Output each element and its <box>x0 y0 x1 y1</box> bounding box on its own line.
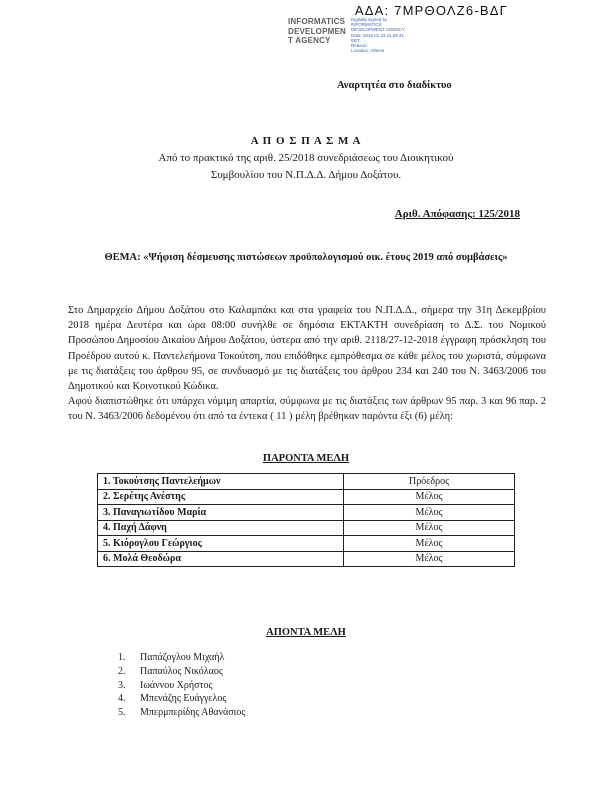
signature-detail-line: EET <box>351 37 360 43</box>
item-number: 4. <box>118 693 126 705</box>
absent-members-heading: ΑΠΟΝΤΑ ΜΕΛΗ <box>266 627 346 638</box>
body-paragraph: Στο Δημαρχείο Δήμου Δοξάτου στο Καλαμπάκι και στα γραφεία του Ν.Π.Δ.Δ., σήμερα την 31η Δεκεμβρίου 2018 ημέρα Δευτέρα και ώρα 08:00 συνήλθε σε δημόσια ΕΚΤΑΚΤΗ συνεδρίαση το Δ.Σ. του Νομικού Προσώπου Δημοσίου Δικαίου Δήμου Δοξάτου, ύστερα από την αριθ. 2118/27-12-2018 έγγραφη πρόσκληση του Προέδρου αυτού κ. Παντελεήμονα Τοκούτση, που επιδόθηκε εμπρόθεσμα σε κάθε μέλος του χωριστά, σύμφωνα με τις διατάξεις του άρθρου 95, σε συνδυασμό με τις διατάξεις του άρθρου 234 και 240 του Ν. 3463/2006 του Δημοτικού και Κοινοτικού Κώδικα. <box>68 305 546 393</box>
document-subtitle-line: Συμβουλίου του Ν.Π.Δ.Δ. Δήμου Δοξάτου. <box>210 169 402 181</box>
agency-name-line: DEVELOPMEN <box>288 26 347 36</box>
digital-signature-stamp <box>288 17 413 53</box>
signature-detail-line: Location: Athens <box>351 48 385 54</box>
signature-details <box>351 17 413 53</box>
item-number: 2. <box>118 665 126 677</box>
item-name: Ιωάννου Χρήστος <box>140 679 213 691</box>
member-name-cell: 4. Παχή Δάφνη <box>98 520 344 536</box>
absent-members-list <box>118 651 245 720</box>
member-role-cell: Μέλος <box>344 505 515 521</box>
signature-detail-line: Digitally signed by <box>351 17 388 22</box>
member-name-cell: 2. Σερέτης Ανέστης <box>98 489 344 505</box>
member-name-cell: 1. Τοκούτσης Παντελεήμων <box>98 474 344 490</box>
item-number: 1. <box>118 652 126 663</box>
member-role-cell: Μέλος <box>344 551 515 567</box>
item-name: Παπάζογλου Μιχαήλ <box>140 652 225 663</box>
list-item <box>118 692 245 706</box>
present-members-heading: ΠΑΡΟΝΤΑ ΜΕΛΗ <box>262 453 350 464</box>
posted-online-notice: Αναρτητέα στο διαδίκτυο <box>337 80 452 91</box>
list-item <box>118 706 245 720</box>
member-name-cell: 5. Κιόρογλου Γεώργιος <box>98 536 344 552</box>
table-row <box>98 551 515 567</box>
body-paragraph: Αφού διαπιστώθηκε ότι υπάρχει νόμιμη απαρτία, σύμφωνα με τις διατάξεις των άρθρων 95 παρ. 3 και 96 παρ. 2 του Ν. 3463/2006 δεδομένου ότι από τα έντεκα ( 11 ) μέλη βρέθηκαν παρόντα έξι (6) μέλη: <box>68 396 546 423</box>
table-row <box>98 505 515 521</box>
body-text <box>68 303 546 425</box>
agency-name-line: T AGENCY <box>288 36 331 45</box>
ada-code: ΑΔΑ: 7ΜΡΘΟΛΖ6-ΒΔΓ <box>354 3 508 18</box>
document-title: Α Π Ο Σ Π Α Σ Μ Α <box>250 135 362 147</box>
member-name-cell: 6. Μολά Θεοδώρα <box>98 551 344 567</box>
present-members-table <box>97 473 515 567</box>
member-role-cell: Μέλος <box>344 536 515 552</box>
member-role-cell: Μέλος <box>344 489 515 505</box>
table-row <box>98 520 515 536</box>
document-title-block <box>0 133 612 184</box>
signature-detail-line: Reason: <box>351 43 368 49</box>
agency-name-line: INFORMATICS <box>288 17 346 26</box>
list-item <box>118 651 245 665</box>
subject-line: ΘΕΜΑ: «Ψήφιση δέσμευσης πιστώσεων προϋπολογισμού οικ. έτους 2019 από συμβάσεις» <box>104 252 508 263</box>
member-role-cell: Πρόεδρος <box>344 474 515 490</box>
signature-detail-line: Date: 2019.01.23 11:29:31 <box>351 32 404 38</box>
signature-detail-line: INFORMATICS <box>351 22 382 28</box>
decision-number: Αριθ. Απόφασης: 125/2018 <box>394 208 520 220</box>
table-row <box>98 536 515 552</box>
table-row <box>98 474 515 490</box>
signature-detail-line: DEVELOPMENT AGENCY <box>351 27 405 33</box>
item-name: Μπερμπερίδης Αθανάσιος <box>140 707 246 719</box>
item-name: Μπενάζης Ευάγγελος <box>140 693 227 705</box>
signature-agency-name <box>288 17 346 46</box>
document-subtitle-line: Από το πρακτικό της αριθ. 25/2018 συνεδριάσεως του Διοικητικού <box>158 152 454 164</box>
item-number: 3. <box>118 679 126 691</box>
member-name-cell: 3. Παναγιωτίδου Μαρία <box>98 505 344 521</box>
item-number: 5. <box>118 707 126 719</box>
list-item <box>118 679 245 693</box>
member-role-cell: Μέλος <box>344 520 515 536</box>
list-item <box>118 665 245 679</box>
table-row <box>98 489 515 505</box>
item-name: Παπαύλος Νικόλαος <box>140 665 223 677</box>
